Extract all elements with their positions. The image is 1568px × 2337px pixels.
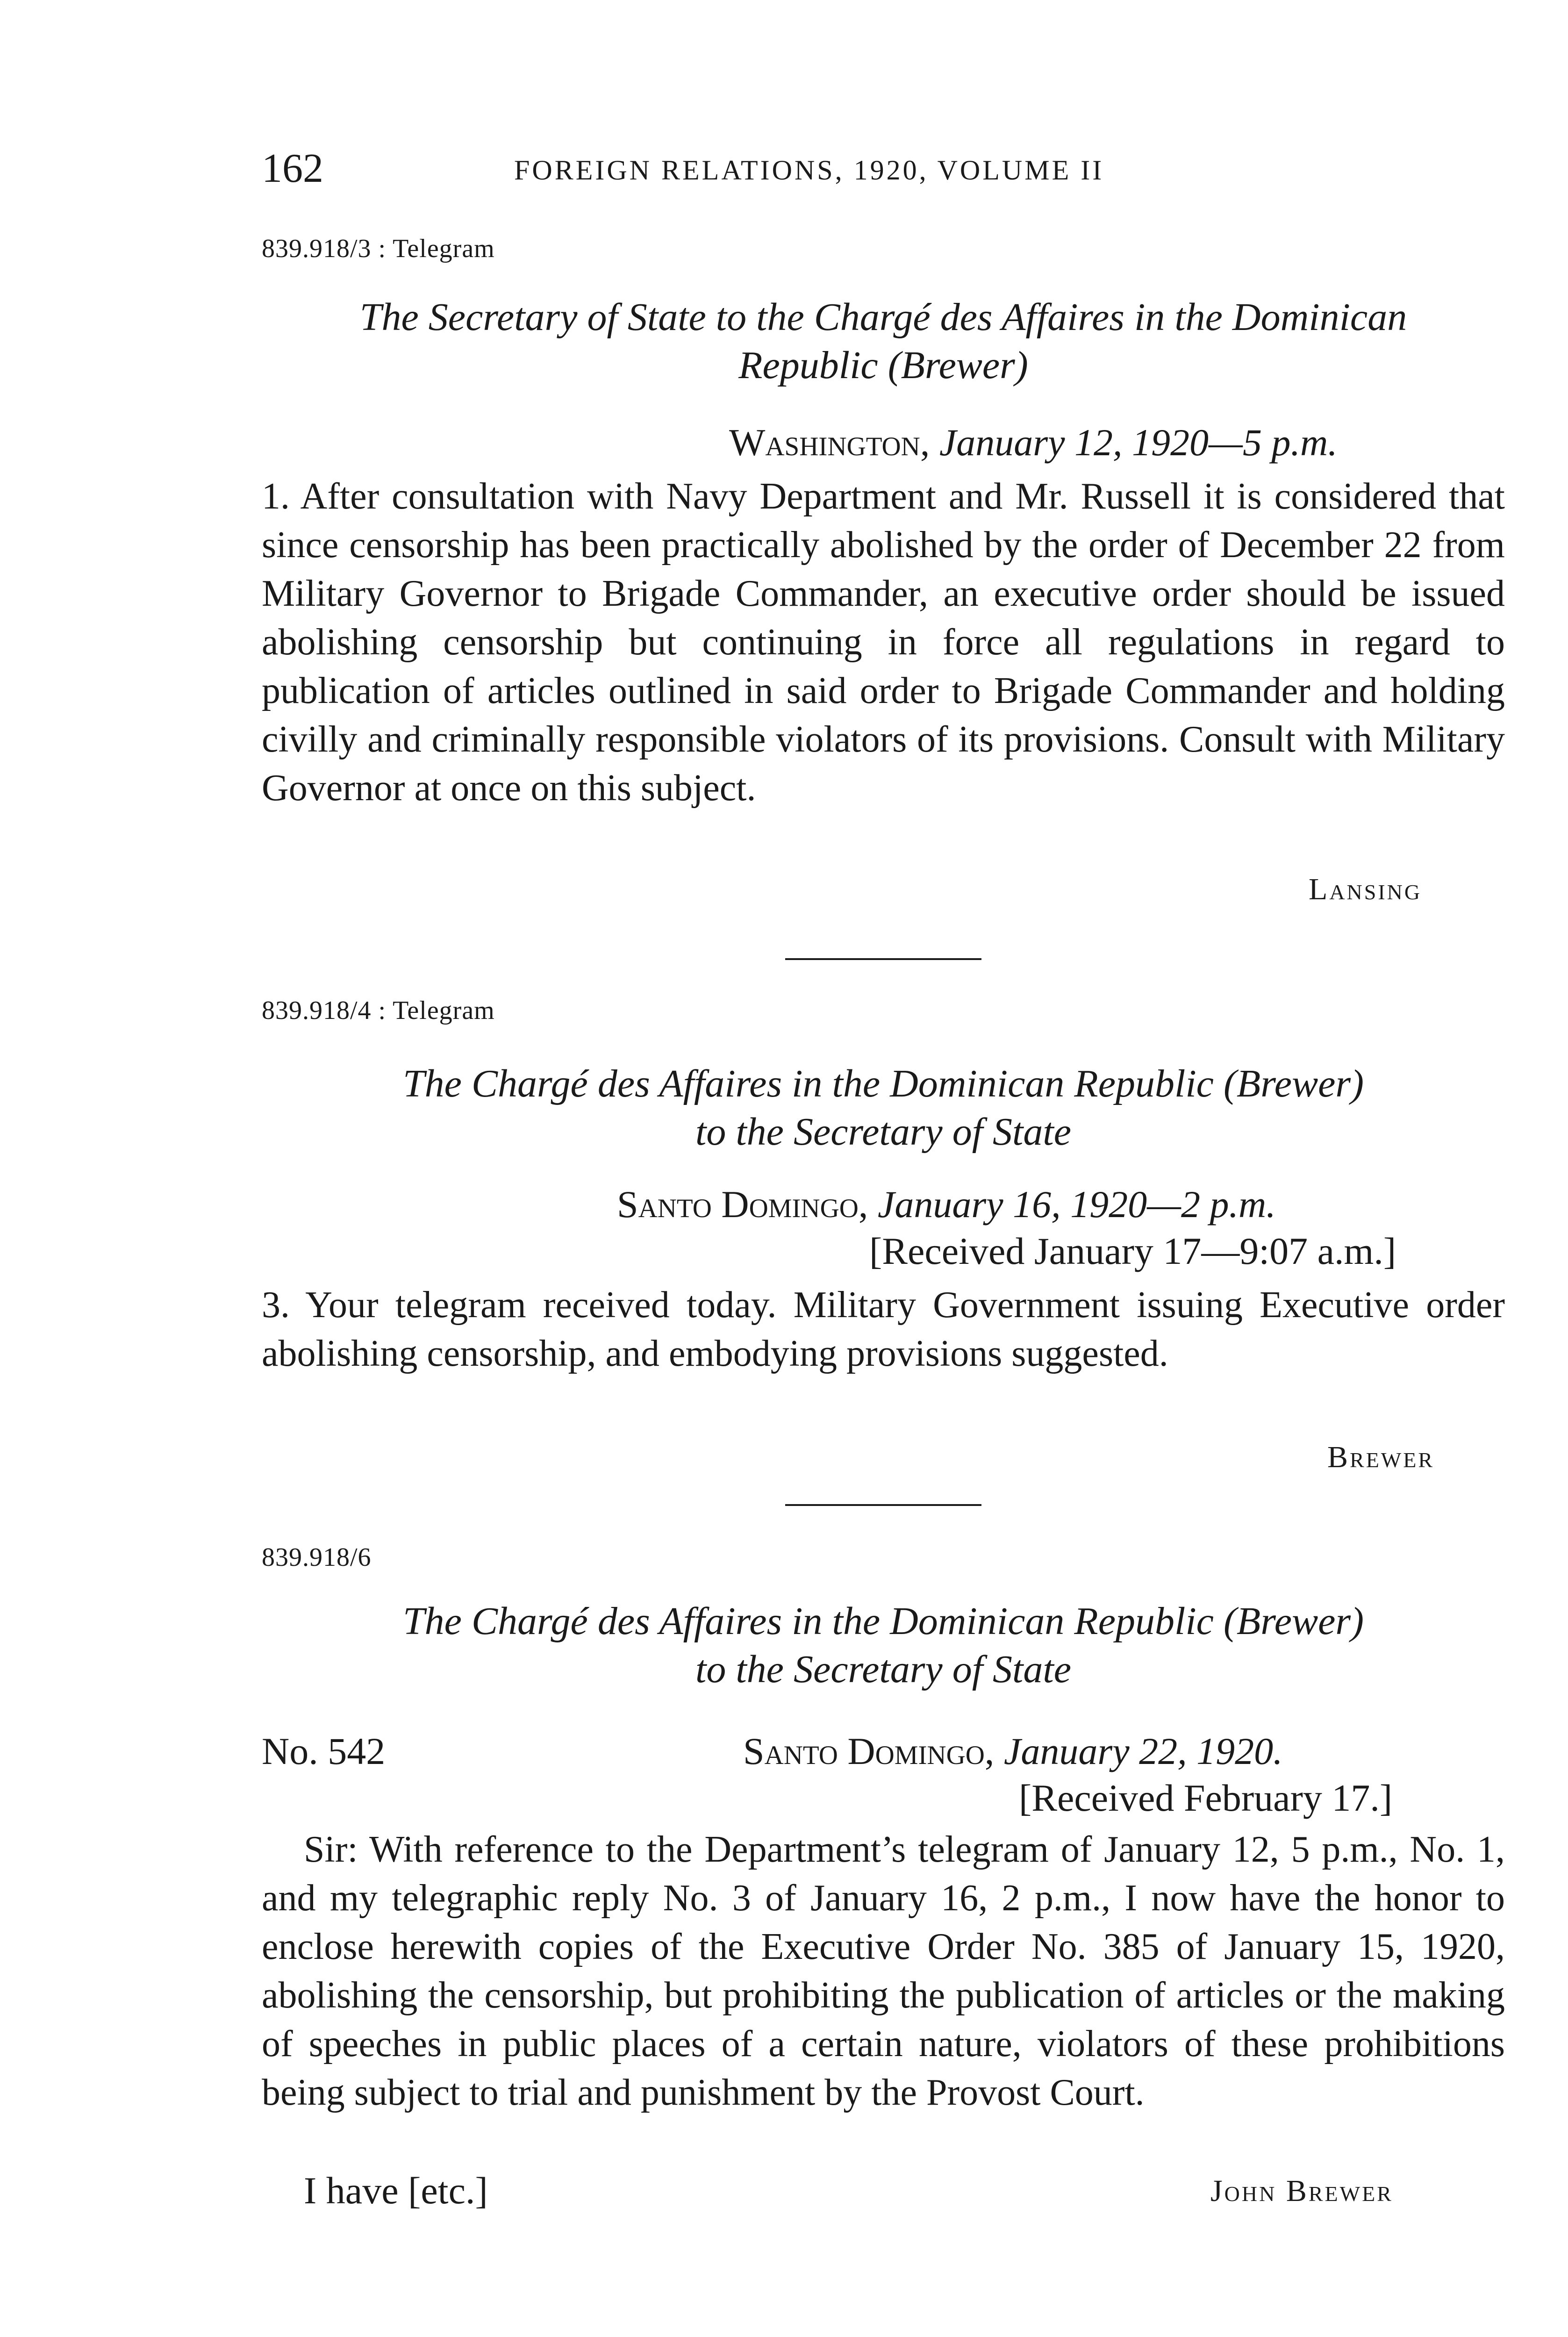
section-divider <box>785 958 981 960</box>
dateline-date: January 12, 1920—5 p.m. <box>939 421 1338 464</box>
heading-line: The Secretary of State to the Chargé des Affaires in the Dominican <box>359 295 1407 339</box>
dateline <box>729 421 1338 465</box>
dateline-place: Santo Domingo, <box>617 1183 868 1226</box>
paragraph: 3. Your telegram received today. Military Government issuing Executive order abolishing censorship, and embodying provisions suggested. <box>262 1284 1505 1374</box>
dateline-date: January 16, 1920—2 p.m. <box>877 1183 1276 1226</box>
received-note: [Received January 17—9:07 a.m.] <box>869 1230 1396 1272</box>
paragraph: Sir: With reference to the Department’s telegram of January 12, 5 p.m., No. 1, and my telegraphic reply No. 3 of January 16, 2 p.m., I now have the honor to enclose herewith copies of the Executive Order No. 385 of January 15, 1920, abolishing the censorship, but prohibiting the publication of articles or the making of speeches in public places of a certain nature, violators of these prohibitions being subject to trial and punishment by the Provost Court. <box>262 1829 1505 2113</box>
page-number: 162 <box>262 146 323 191</box>
heading-line: The Chargé des Affaires in the Dominican Republic (Brewer) <box>402 1062 1364 1105</box>
document-heading <box>252 294 1514 388</box>
file-number: 839.918/4 : Telegram <box>262 996 495 1025</box>
heading-line: to the Secretary of State <box>695 1110 1071 1154</box>
signature: Brewer <box>1327 1440 1434 1474</box>
section-divider <box>785 1504 981 1506</box>
heading-line: The Chargé des Affaires in the Dominican Republic (Brewer) <box>402 1599 1364 1643</box>
received-note: [Received February 17.] <box>1019 1777 1393 1819</box>
file-number: 839.918/6 <box>262 1543 372 1572</box>
paragraph: 1. After consultation with Navy Department and Mr. Russell it is considered that since censorship has been practically abolished by the order of December 22 from Military Governor to Brigade Commander, an executive order should be issued abolishing censorship but continuing in force all regulations in regard to publication of articles outlined in said order to Brigade Commander and holding civilly and criminally responsible violators of its provisions. Consult with Military Governor at once on this subject. <box>262 476 1505 809</box>
closing: I have [etc.] <box>304 2169 488 2212</box>
dateline <box>617 1183 1276 1226</box>
document-number: No. 542 <box>262 1730 386 1772</box>
heading-line: to the Secretary of State <box>695 1648 1071 1691</box>
running-title: FOREIGN RELATIONS, 1920, VOLUME II <box>514 155 1104 186</box>
document-heading <box>252 1599 1514 1692</box>
dateline-date: January 22, 1920. <box>1003 1730 1283 1772</box>
dateline <box>743 1729 1283 1773</box>
heading-line: Republic (Brewer) <box>738 344 1028 387</box>
signature: Lansing <box>1309 872 1422 906</box>
file-number: 839.918/3 : Telegram <box>262 234 495 263</box>
dateline-place: Santo Domingo, <box>743 1730 995 1772</box>
signature: John Brewer <box>1210 2174 1393 2208</box>
dateline-place: Washington, <box>729 421 930 464</box>
document-heading <box>252 1061 1514 1154</box>
